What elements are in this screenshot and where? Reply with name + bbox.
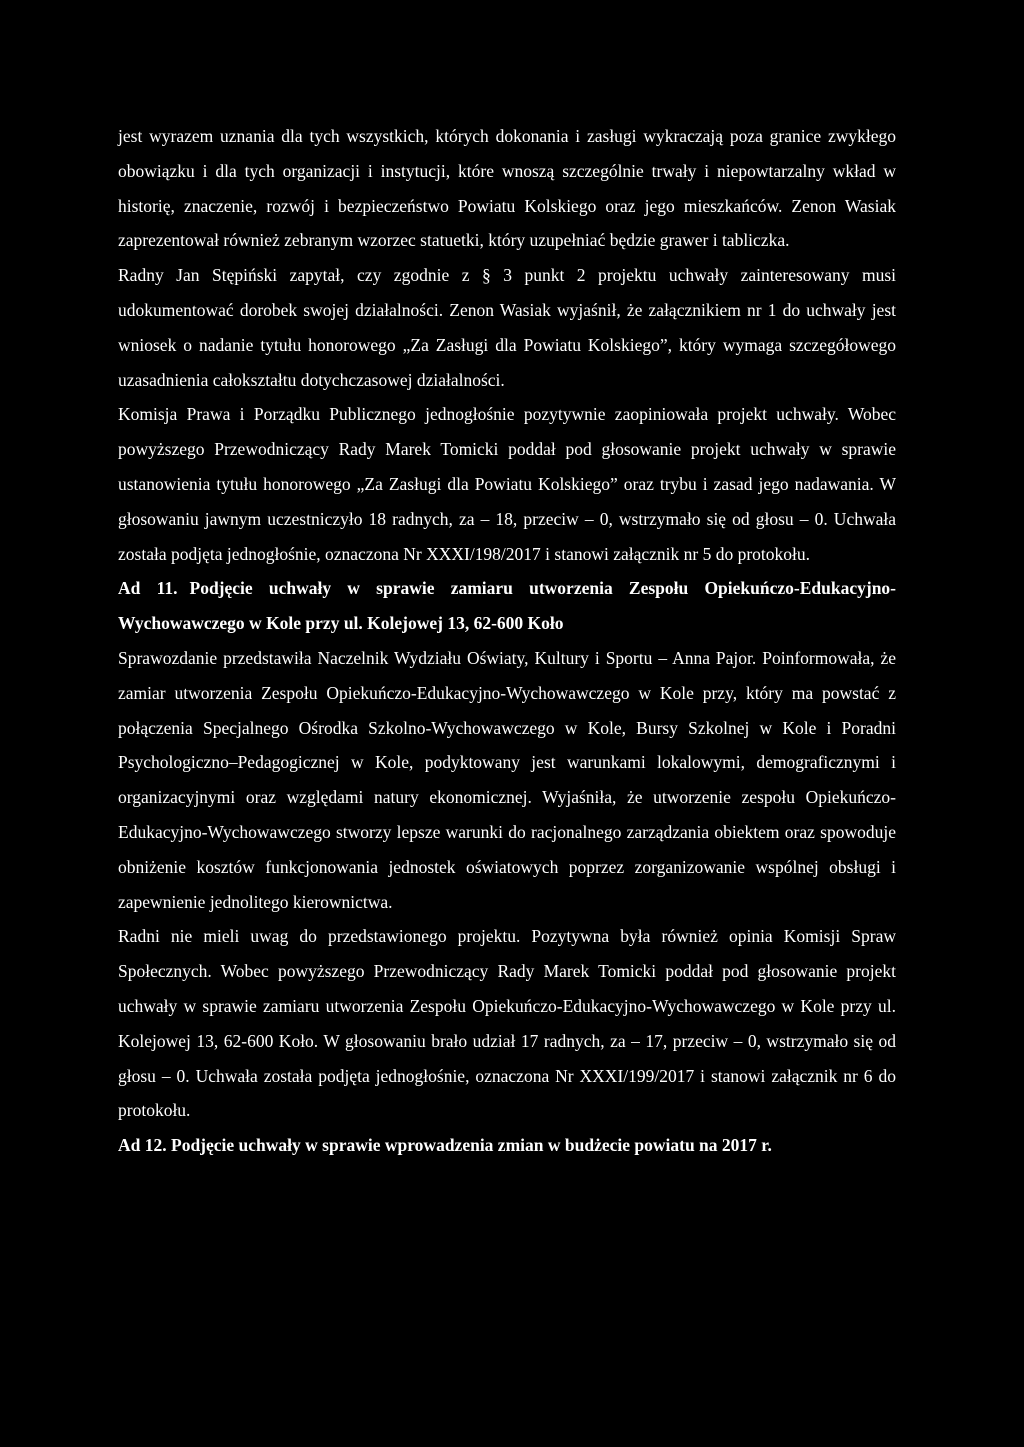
paragraph-vote-198: Komisja Prawa i Porządku Publicznego jednogłośnie pozytywnie zaopiniowała projekt uchwały. Wobec powyższego Przewodniczący Rady Marek Tomicki poddał pod głosowanie projekt uchwały w sprawie ustanowienia tytułu honorowego „Za Zasługi dla Powiatu Kolskiego” oraz trybu i zasad jego nadawania. W głosowaniu jawnym uczestniczyło 18 radnych, za – 18, przeciw – 0, wstrzymało się od głosu – 0. Uchwała została podjęta jednogłośnie, oznaczona Nr XXXI/198/2017 i stanowi załącznik nr 5 do protokołu. (118, 404, 896, 564)
paragraph-question: Radny Jan Stępiński zapytał, czy zgodnie z § 3 punkt 2 projektu uchwały zainteresowany musi udokumentować dorobek swojej działalności. Zenon Wasiak wyjaśnił, że załącznikiem nr 1 do uchwały jest wniosek o nadanie tytułu honorowego „Za Zasługi dla Powiatu Kolskiego”, który wymaga szczegółowego uzasadnienia całokształtu dotychczasowej działalności. (118, 265, 896, 390)
paragraph-vote-199: Radni nie mieli uwag do przedstawionego projektu. Pozytywna była również opinia Komisji Spraw Społecznych. Wobec powyższego Przewodniczący Rady Marek Tomicki poddał pod głosowanie projekt uchwały w sprawie zamiaru utworzenia Zespołu Opiekuńczo-Edukacyjno-Wychowawczego w Kole przy ul. Kolejowej 13, 62-600 Koło. W głosowaniu brało udział 17 radnych, za – 17, przeciw – 0, wstrzymało się od głosu – 0. Uchwała została podjęta jednogłośnie, oznaczona Nr XXXI/199/2017 i stanowi załącznik nr 6 do protokołu. (118, 926, 896, 1121)
section-heading-ad-11 (118, 571, 896, 641)
section-title: Podjęcie uchwały w sprawie zamiaru utworzenia Zespołu Opiekuńczo-Edukacyjno-Wychowawczego w Kole przy ul. Kolejowej 13, 62-600 Koło (118, 578, 897, 634)
section-number: Ad 12. (118, 1135, 167, 1156)
section-number: Ad 11. (118, 578, 178, 599)
paragraph-statuette: jest wyrazem uznania dla tych wszystkich, których dokonania i zasługi wykraczają poza granice zwykłego obowiązku i dla tych organizacji i instytucji, które wnoszą szczególnie trwały i niepowtarzalny wkład w historię, znaczenie, rozwój i bezpieczeństwo Powiatu Kolskiego oraz jego mieszkańców. Zenon Wasiak zaprezentował również zebranym wzorzec statuetki, który uzupełniać będzie grawer i tabliczka. (118, 126, 896, 251)
paragraph-report: Sprawozdanie przedstawiła Naczelnik Wydziału Oświaty, Kultury i Sportu – Anna Pajor. Poinformowała, że zamiar utworzenia Zespołu Opiekuńczo-Edukacyjno-Wychowawczego w Kole przy, który ma powstać z połączenia Specjalnego Ośrodka Szkolno-Wychowawczego w Kole, Bursy Szkolnej w Kole i Poradni Psychologiczno–Pedagogicznej w Kole, podyktowany jest warunkami lokalowymi, demograficznymi i organizacyjnymi oraz względami natury ekonomicznej. Wyjaśniła, że utworzenie zespołu Opiekuńczo-Edukacyjno-Wychowawczego stworzy lepsze warunki do racjonalnego zarządzania obiektem oraz spowoduje obniżenie kosztów funkcjonowania jednostek oświatowych poprzez zorganizowanie wspólnej obsługi i zapewnienie jednolitego kierownictwa. (118, 647, 896, 912)
section-title: Podjęcie uchwały w sprawie wprowadzenia zmian w budżecie powiatu na 2017 r. (171, 1135, 772, 1156)
document-page (118, 119, 896, 1163)
section-heading-ad-12 (118, 1128, 896, 1163)
